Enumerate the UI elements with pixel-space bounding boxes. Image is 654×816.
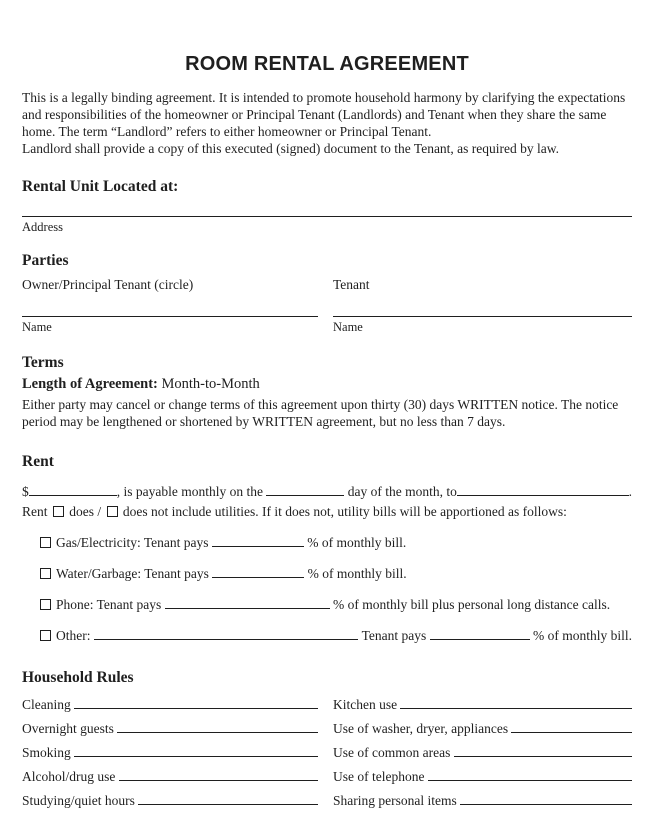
rule-smoking-label: Smoking	[22, 745, 75, 760]
water-garbage-label: Water/Garbage: Tenant pays	[56, 566, 213, 581]
rule-overnight-guests	[22, 720, 318, 744]
rule-cleaning-label: Cleaning	[22, 697, 75, 712]
rule-sharing-items	[333, 792, 632, 816]
gas-electricity-checkbox[interactable]	[40, 537, 51, 548]
tenant-name-blank[interactable]	[333, 316, 632, 317]
terms-heading: Terms	[22, 354, 64, 371]
utility-row-water	[38, 565, 632, 582]
rule-telephone-label: Use of telephone	[333, 769, 428, 784]
household-rules-grid	[22, 696, 632, 816]
length-of-agreement-label: Length of Agreement:	[22, 376, 158, 392]
water-garbage-suffix: % of monthly bill.	[304, 566, 407, 581]
rule-quiet-hours-label: Studying/quiet hours	[22, 793, 139, 808]
document-title: ROOM RENTAL AGREEMENT	[185, 53, 469, 75]
payable-period: .	[628, 484, 632, 499]
rule-common-areas-label: Use of common areas	[333, 745, 454, 760]
water-garbage-checkbox[interactable]	[40, 568, 51, 579]
rule-kitchen-use-label: Kitchen use	[333, 697, 401, 712]
gas-electricity-suffix: % of monthly bill.	[303, 535, 407, 550]
terms-body: Either party may cancel or change terms of this agreement upon thirty (30) days WRITTEN notice. The notice period may be lengthened or shortened by WRITTEN agreement, but no less than 7 days.	[22, 397, 619, 429]
other-checkbox[interactable]	[40, 630, 51, 641]
length-of-agreement-value: Month-to-Month	[157, 376, 260, 392]
rule-quiet-hours-blank[interactable]	[138, 792, 318, 805]
rule-washer-dryer-blank[interactable]	[511, 720, 632, 733]
rule-cleaning-blank[interactable]	[74, 696, 318, 709]
other-description-blank[interactable]	[94, 627, 359, 640]
rule-alcohol-drug-use	[22, 768, 318, 792]
household-rules-heading: Household Rules	[22, 669, 134, 686]
rule-common-areas	[333, 744, 632, 768]
party-name-labels	[22, 320, 632, 334]
party-labels-row	[22, 277, 632, 293]
rent-day-blank[interactable]	[266, 483, 344, 496]
other-label: Other:	[56, 628, 94, 643]
rental-unit-heading: Rental Unit Located at:	[22, 178, 179, 195]
slash-text: /	[97, 504, 102, 519]
length-of-agreement-line	[22, 376, 632, 393]
rent-payee-blank[interactable]	[457, 483, 629, 496]
phone-checkbox[interactable]	[40, 599, 51, 610]
phone-suffix: % of monthly bill plus personal long distance calls.	[329, 597, 611, 612]
phone-label: Phone: Tenant pays	[56, 597, 165, 612]
rent-payable-line	[22, 483, 632, 500]
rule-overnight-guests-blank[interactable]	[117, 720, 318, 733]
rule-kitchen-use-blank[interactable]	[400, 696, 632, 709]
rule-washer-dryer	[333, 720, 632, 744]
does-label: does	[65, 504, 98, 519]
other-percent-blank[interactable]	[430, 627, 530, 640]
gas-electricity-percent-blank[interactable]	[212, 534, 304, 547]
does-not-checkbox[interactable]	[107, 506, 118, 517]
utility-row-phone	[38, 596, 632, 613]
owner-name-label: Name	[22, 320, 52, 334]
does-not-label: does not include utilities. If it does not, utility bills will be apportioned as follows:	[119, 504, 567, 519]
dollar-sign: $	[22, 484, 29, 499]
payable-text-1: , is payable monthly on the	[116, 484, 267, 499]
rule-telephone-blank[interactable]	[428, 768, 632, 781]
rule-quiet-hours	[22, 792, 318, 816]
other-mid: Tenant pays	[358, 628, 430, 643]
does-checkbox[interactable]	[53, 506, 64, 517]
intro-line2: Landlord shall provide a copy of this executed (signed) document to the Tenant, as required by law.	[22, 141, 560, 156]
rent-utilities-line	[22, 504, 632, 520]
phone-percent-blank[interactable]	[165, 596, 330, 609]
rent-heading: Rent	[22, 453, 54, 470]
intro-section	[22, 89, 632, 157]
intro-paragraph: This is a legally binding agreement. It is intended to promote household harmony by clarifying the expectations and responsibilities of the homeowner or Principal Tenant (Landlords) and Tenant when they share the same home. The term “Landlord” refers to either homeowner or Principal Tenant.	[22, 90, 626, 139]
other-suffix: % of monthly bill.	[529, 628, 632, 643]
tenant-label: Tenant	[333, 277, 370, 292]
rule-kitchen-use	[333, 696, 632, 720]
rent-word: Rent	[22, 504, 51, 519]
payable-text-2: day of the month, to	[344, 484, 457, 499]
utility-row-gas	[38, 534, 632, 551]
gas-electricity-label: Gas/Electricity: Tenant pays	[56, 535, 212, 550]
address-blank[interactable]	[22, 216, 632, 217]
rule-alcohol-drug-use-blank[interactable]	[119, 768, 318, 781]
rule-washer-dryer-label: Use of washer, dryer, appliances	[333, 721, 512, 736]
party-signature-lines	[22, 316, 632, 317]
water-garbage-percent-blank[interactable]	[212, 565, 304, 578]
address-label: Address	[22, 220, 63, 234]
utility-row-other	[38, 627, 632, 644]
rule-smoking-blank[interactable]	[74, 744, 318, 757]
rule-sharing-items-label: Sharing personal items	[333, 793, 461, 808]
owner-label: Owner/Principal Tenant (circle)	[22, 277, 194, 292]
rule-common-areas-blank[interactable]	[454, 744, 632, 757]
rule-sharing-items-blank[interactable]	[460, 792, 632, 805]
tenant-name-label: Name	[333, 320, 363, 334]
rule-smoking	[22, 744, 318, 768]
owner-name-blank[interactable]	[22, 316, 318, 317]
rule-cleaning	[22, 696, 318, 720]
rent-amount-blank[interactable]	[29, 483, 117, 496]
rule-overnight-guests-label: Overnight guests	[22, 721, 118, 736]
rule-telephone	[333, 768, 632, 792]
parties-heading: Parties	[22, 252, 69, 269]
rule-alcohol-drug-use-label: Alcohol/drug use	[22, 769, 119, 784]
